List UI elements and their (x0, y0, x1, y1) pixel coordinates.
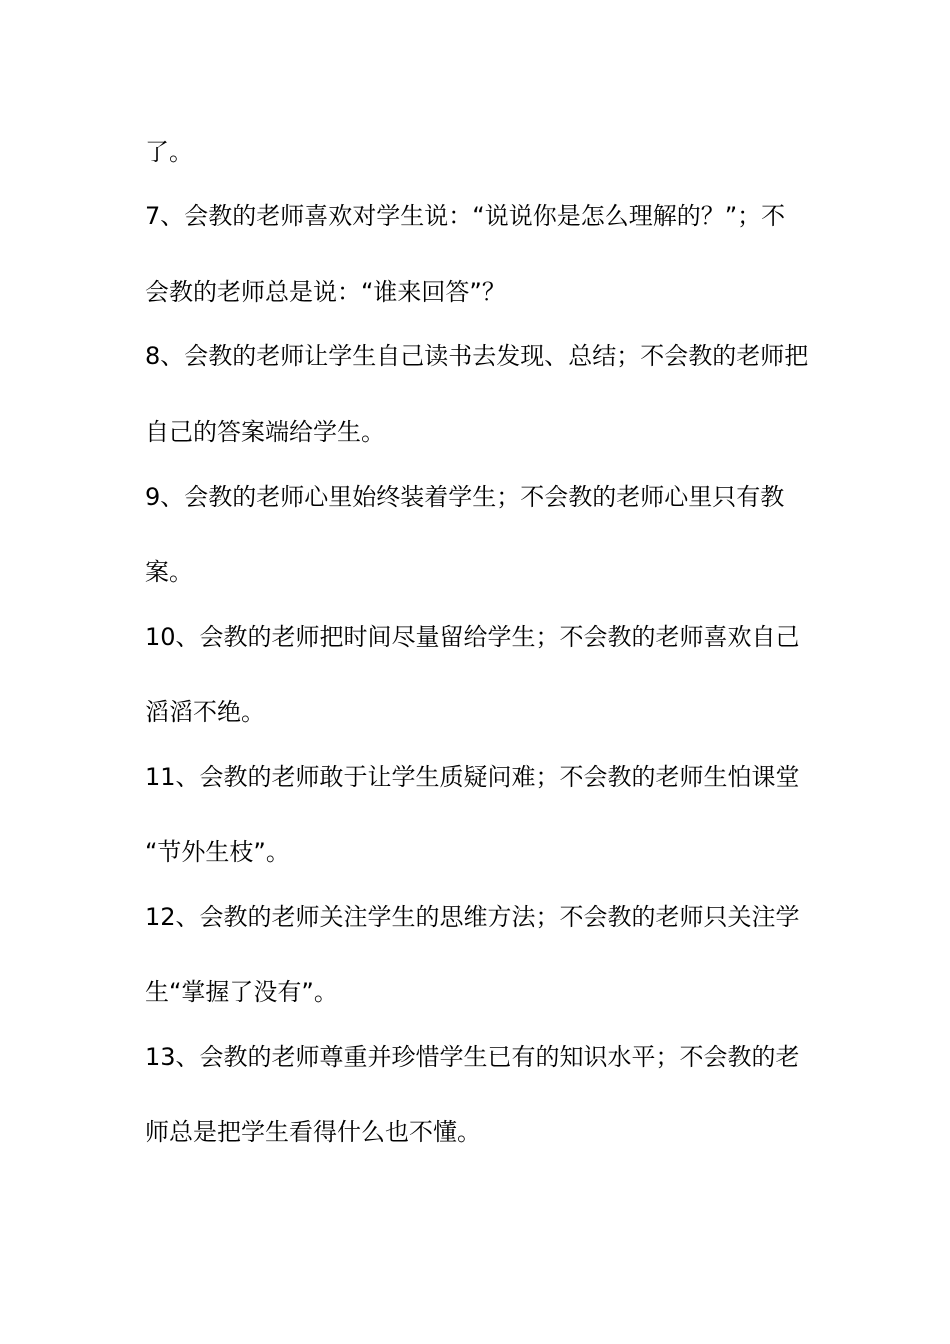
item-8-line-1: 8、会教的老师让学生自己读书去发现、总结；不会教的老师把 (145, 342, 809, 370)
item-10-line-1: 10、会教的老师把时间尽量留给学生；不会教的老师喜欢自己 (145, 623, 800, 651)
item-12-line-1: 12、会教的老师关注学生的思维方法；不会教的老师只关注学 (145, 903, 800, 931)
item-9-line-2: 案。 (145, 558, 193, 586)
item-13-line-2: 师总是把学生看得什么也不懂。 (145, 1118, 481, 1146)
item-10-line-2: 滔滔不绝。 (145, 698, 265, 726)
item-13-line-1: 13、会教的老师尊重并珍惜学生已有的知识水平；不会教的老 (145, 1043, 800, 1071)
item-11-line-1: 11、会教的老师敢于让学生质疑问难；不会教的老师生怕课堂 (145, 763, 800, 791)
text-line-continuation: 了。 (145, 138, 193, 166)
item-8-line-2: 自己的答案端给学生。 (145, 418, 385, 446)
item-12-line-2: 生“掌握了没有”。 (145, 978, 338, 1006)
item-9-line-1: 9、会教的老师心里始终装着学生；不会教的老师心里只有教 (145, 483, 785, 511)
item-11-line-2: “节外生枝”。 (145, 838, 290, 866)
item-7-line-2: 会教的老师总是说：“谁来回答”？ (145, 278, 506, 306)
item-7-line-1: 7、会教的老师喜欢对学生说：“说说你是怎么理解的？”；不 (145, 202, 786, 230)
